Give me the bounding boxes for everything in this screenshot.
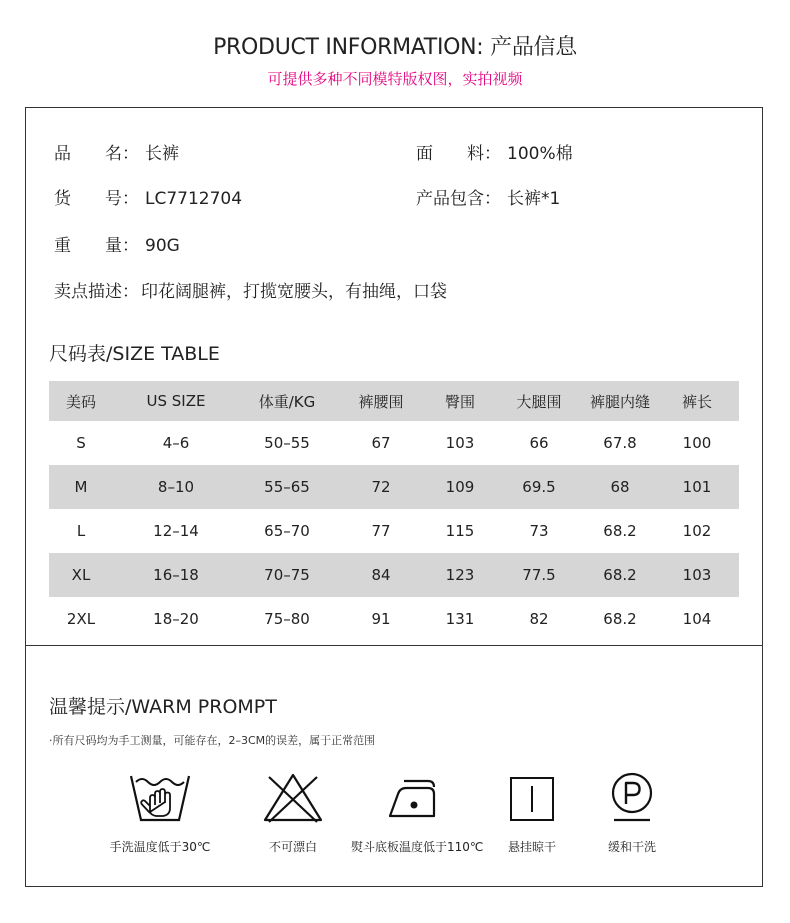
table-cell: 65–70 <box>264 522 310 540</box>
table-row <box>49 465 739 509</box>
info-selling-points <box>54 277 447 302</box>
table-row <box>49 597 739 641</box>
table-cell: 103 <box>445 434 475 452</box>
table-cell: 73 <box>529 522 549 540</box>
table-header: 裤长 <box>655 381 739 421</box>
table-row <box>49 553 739 597</box>
table-cell: 100 <box>682 434 712 452</box>
table-cell: 82 <box>529 610 549 628</box>
weight-value: 90G <box>145 236 180 256</box>
table-cell: XL <box>49 553 113 597</box>
table-header: US SIZE <box>113 381 239 421</box>
table-header: 臀围 <box>427 381 493 421</box>
sku-value: LC7712704 <box>145 189 243 209</box>
table-row <box>49 421 739 465</box>
selling-label: 卖点描述： <box>54 282 139 302</box>
table-cell: 72 <box>335 465 427 509</box>
table-cell: 68.2 <box>603 610 637 628</box>
name-label: 品 名： <box>54 144 139 164</box>
sku-label: 货 号： <box>54 189 139 209</box>
table-cell: 67 <box>371 434 391 452</box>
table-cell: 69.5 <box>493 465 585 509</box>
table-cell: 123 <box>427 553 493 597</box>
care-item-iron <box>351 772 484 855</box>
care-label: 缓和干洗 <box>607 840 656 854</box>
table-cell: 4–6 <box>162 434 190 452</box>
care-label: 熨斗底板温度低于110℃ <box>351 840 484 854</box>
hand-wash-icon <box>128 772 192 824</box>
table-cell: 77.5 <box>493 553 585 597</box>
table-cell: 109 <box>427 465 493 509</box>
page-subtitle: 可提供多种不同模特版权图，实拍视频 <box>267 70 523 88</box>
care-label: 手洗温度低于30℃ <box>109 840 211 854</box>
weight-label: 重 量： <box>54 236 139 256</box>
table-cell: 16–18 <box>113 553 239 597</box>
table-header: 裤腿内缝 <box>585 381 655 421</box>
table-header: 裤腰围 <box>335 381 427 421</box>
care-label: 不可漂白 <box>268 840 317 854</box>
size-table-title: 尺码表/SIZE TABLE <box>49 343 220 365</box>
no-bleach-icon <box>261 772 325 824</box>
info-name <box>54 139 179 164</box>
table-cell: 68.2 <box>585 553 655 597</box>
table-header-row <box>49 381 739 421</box>
table-cell: 102 <box>682 522 712 540</box>
name-value: 长裤 <box>145 144 179 164</box>
table-cell: M <box>49 465 113 509</box>
dry-clean-p-icon <box>600 772 664 824</box>
table-cell: 70–75 <box>239 553 335 597</box>
table-cell: 131 <box>445 610 475 628</box>
table-cell: 75–80 <box>264 610 310 628</box>
table-cell: 68 <box>585 465 655 509</box>
info-material <box>416 139 573 164</box>
care-item-dry-clean <box>567 772 697 855</box>
table-cell: 68.2 <box>603 522 637 540</box>
page-title: PRODUCT INFORMATION: 产品信息 <box>213 35 577 60</box>
table-cell: 8–10 <box>113 465 239 509</box>
table-header: 美码 <box>49 381 113 421</box>
info-sku <box>54 184 242 209</box>
prompt-title: 温馨提示/WARM PROMPT <box>49 696 277 718</box>
table-cell: 101 <box>655 465 739 509</box>
table-cell: 67.8 <box>603 434 637 452</box>
prompt-note: ·所有尺码均为手工测量，可能存在，2–3CM的误差，属于正常范围 <box>49 734 376 747</box>
section-divider <box>25 645 763 646</box>
table-cell: 115 <box>445 522 475 540</box>
iron-icon <box>384 772 448 824</box>
package-value: 长裤*1 <box>507 189 561 209</box>
table-cell: 104 <box>682 610 712 628</box>
table-cell: 2XL <box>66 610 96 628</box>
table-cell: 55–65 <box>239 465 335 509</box>
care-item-hand-wash <box>95 772 225 855</box>
care-label: 悬挂晾干 <box>507 840 556 854</box>
table-cell: 66 <box>529 434 549 452</box>
table-row <box>49 509 739 553</box>
table-cell: 91 <box>371 610 391 628</box>
package-label: 产品包含： <box>416 189 501 209</box>
material-label: 面 料： <box>416 144 501 164</box>
info-weight <box>54 231 180 256</box>
table-cell: 103 <box>655 553 739 597</box>
table-cell: 77 <box>371 522 391 540</box>
table-cell: L <box>76 522 86 540</box>
table-header: 大腿围 <box>493 381 585 421</box>
table-cell: S <box>76 434 86 452</box>
info-package <box>416 184 560 209</box>
selling-value: 印花阔腿裤，打揽宽腰头，有抽绳，口袋 <box>141 282 447 302</box>
table-cell: 12–14 <box>153 522 199 540</box>
material-value: 100%棉 <box>507 144 573 164</box>
table-header: 体重/KG <box>239 381 335 421</box>
table-cell: 18–20 <box>153 610 199 628</box>
care-item-no-bleach <box>228 772 358 855</box>
size-table <box>49 381 739 641</box>
table-cell: 50–55 <box>264 434 310 452</box>
line-dry-icon <box>500 772 564 824</box>
table-cell: 84 <box>335 553 427 597</box>
